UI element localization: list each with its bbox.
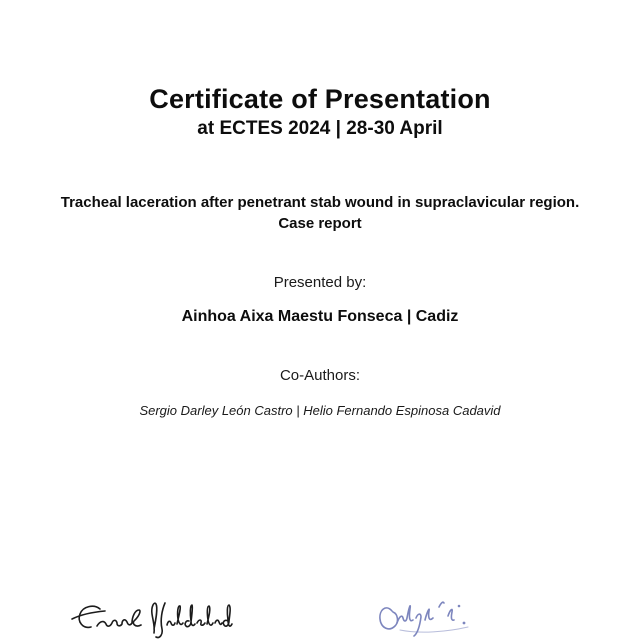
presenter-name: Ainhoa Aixa Maestu Fonseca | Cadiz (181, 308, 459, 325)
signature-right-icon (376, 593, 494, 640)
signature-left-icon (70, 599, 232, 640)
certificate-title: Certificate of Presentation (149, 84, 491, 114)
coauthors-label: Co-Authors: (279, 367, 361, 384)
paper-title: Tracheal laceration after penetrant stab wound in supraclavicular region. Case report (60, 194, 580, 232)
coauthors-names: Sergio Darley León Castro | Helio Fernando Espinosa Cadavid (139, 403, 501, 418)
event-subtitle: at ECTES 2024 | 28-30 April (197, 118, 443, 139)
presented-by-label: Presented by: (273, 274, 367, 291)
